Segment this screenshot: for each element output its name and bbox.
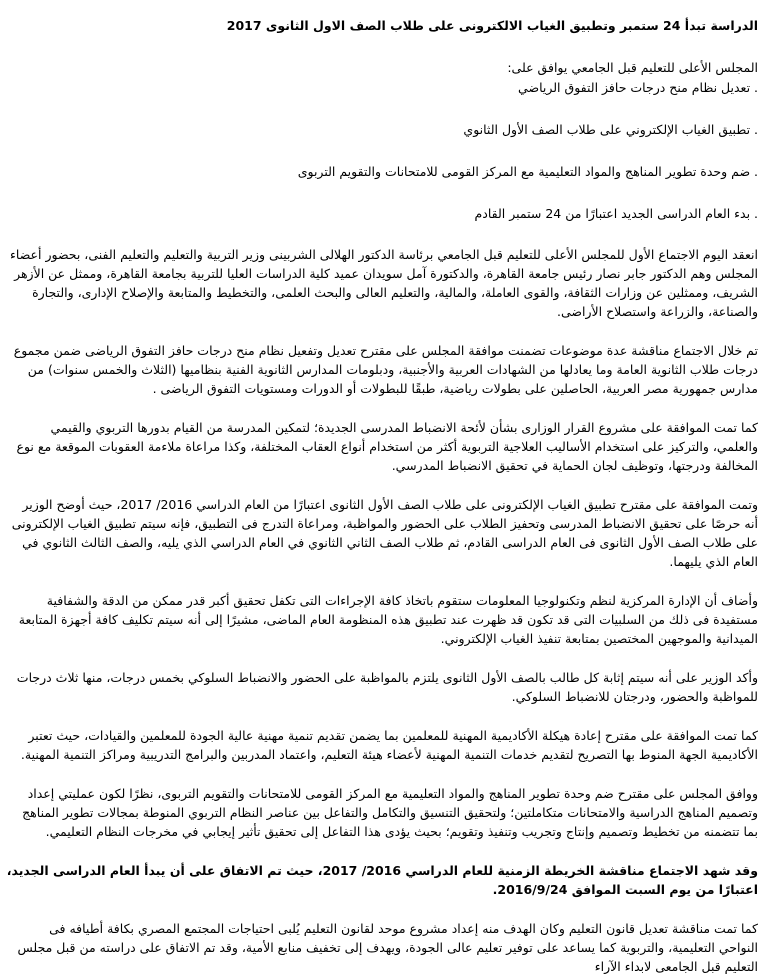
- council-intro: المجلس الأعلى للتعليم قبل الجامعي يوافق على:: [507, 60, 758, 75]
- decision-item-attendance: . تطبيق الغياب الإلكتروني على طلاب الصف الأول الثانوي: [463, 122, 758, 137]
- paragraph-curriculum-merge: ووافق المجلس على مقترح ضم وحدة تطوير المناهج والمواد التعليمية مع المركز القومى للامتحانات والتقويم التربوى، نظرًا لكون عمليتي إعداد وتصميم المناهج الدراسية والامتحانات متكاملتين؛ ولتحقيق التنسيق والتكامل والتفاعل بين عناصر النظام التربوي المنوطة بمجالات تطوير المناهج بما تتضمنه من تخطيط وتصميم وإنتاج وتجريب وتنفيذ وتقويم؛ بحيث يؤدى هذا التفاعل إلى تحقيق تأثير إيجابي في مخرجات النظام التعليمي.: [22, 786, 758, 839]
- decision-item-rating: . تعديل نظام منح درجات حافز التفوق الرياضي: [518, 80, 758, 95]
- article-title: الدراسة تبدأ 24 ستمبر وتطبيق الغياب الالكترونى على طلاب الصف الاول الثانوى 2017: [226, 18, 758, 33]
- paragraph-electronic-attendance: وتمت الموافقة على مقترح تطبيق الغياب الإلكترونى على طلاب الصف الأول الثانوى اعتبارًا من العام الدراسي 2016/ 2017، حيث أوضح الوزير أنه حرصًا على تحقيق الانضباط المدرسى وتحفيز الطلاب على الحضور والمواظبة، ومراعاة التدرج فى التطبيق، فإنه سيتم تطبيق الغياب الإلكترونى على طلاب الصف الأول الثانوى فى العام الدراسى القادم، ثم طلاب الصف الثاني الثانوي في العام الدراسي الذي يليه، والصف الثالث الثانوي في العام الذي يليهما.: [11, 497, 758, 569]
- paragraph-sports-points: تم خلال الاجتماع مناقشة عدة موضوعات تضمنت موافقة المجلس على مقترح تعديل وتفعيل نظام منح درجات حافز التفوق الرياضى ضمن مجموع درجات طلاب الثانوية العامة وما يعادلها من الشهادات العربية والأجنبية، ودبلومات المدارس الثانوية الفنية بنظاميها (الثلاث والخمس سنوات) من مدارس جمهورية مصر العربية، الحاصلين على بطولات رياضية، طبقًا للبطولات أو الدورات ومستويات التفوق الرياضى .: [13, 343, 758, 396]
- paragraph-education-law: كما تمت مناقشة تعديل قانون التعليم وكان الهدف منه إعداد مشروع موحد لقانون التعليم يُلبى احتياجات المجتمع المصري بكافة أطيافه فى النواحي التعليمية، والتربوية كما يساعد على توفير تعليم عالى الجودة، ويهدف إلى تخفيف منابع الأمية، وقد تم الاتفاق على دراسته من قبل مجلس التعليم قبل الجامعى لابداء الآراء: [17, 921, 758, 974]
- decision-item-curriculum: . ضم وحدة تطوير المناهج والمواد التعليمية مع المركز القومى للامتحانات والتقويم التربوى: [297, 164, 758, 179]
- paragraph-academy: كما تمت الموافقة على مقترح إعادة هيكلة الأكاديمية المهنية للمعلمين بما يضمن تقديم تنمية مهنية عالية الجودة للمعلمين والقيادات، حيث تعتبر الأكاديمية الجهة المنوط بها التصريح لتقديم خدمات التنمية المهنية لأعضاء هيئة التعليم، واعتماد المدربين والبرامج التدريبية ومراكز التنمية المهنية.: [20, 728, 758, 762]
- paragraph-reward: وأكد الوزير على أنه سيتم إثابة كل طالب بالصف الأول الثانوى يلتزم بالمواظبة على الحضور والانضباط السلوكي بخمس درجات، منها ثلاث درجات للمواظبة والحضور، ودرجتان للانضباط السلوكي.: [16, 670, 758, 704]
- article-body: [6, 0, 758, 976]
- paragraph-discipline: كما تمت الموافقة على مشروع القرار الوزارى بشأن لأئحة الانضباط المدرسى الجديدة؛ لتمكين المدرسة من القيام بدورها التربوي والقيمي والعلمي، والتركيز على استخدام الأساليب العلاجية التربوية أكثر من استخدام أنواع العقاب المختلفة، وكذا مراعاة ملاءمة العقوبات الموقعة مع نوع المخالفة ودرجتها، وتوظيف لجان الحماية في تحقيق الانضباط المدرسي.: [16, 420, 758, 473]
- decision-item-start-date: . بدء العام الدراسى الجديد اعتبارًا من 24 ستمبر القادم: [474, 206, 758, 221]
- paragraph-it-administration: وأضاف أن الإدارة المركزية لنظم وتكنولوجيا المعلومات ستقوم باتخاذ كافة الإجراءات التى تكفل تحقيق أكبر قدر ممكن من الدقة والشفافية مستفيدة فى ذلك من السلبيات التى قد تكون قد ظهرت عند تطبيق هذه المنظومة العام الماضى، مشيرًا إلى أنه سيتم تكليف كافة أجهزة المتابعة الميدانية والموجهين المختصين بمتابعة تنفيذ الغياب الإلكتروني.: [18, 593, 758, 646]
- paragraph-timeline: وقد شهد الاجتماع مناقشة الخريطة الزمنية للعام الدراسي 2016/ 2017، حيث تم الاتفاق على أن يبدأ العام الدراسى الجديد، اعتبارًا من يوم السبت الموافق 2016/9/24.: [6, 863, 758, 897]
- paragraph-meeting: انعقد اليوم الاجتماع الأول للمجلس الأعلى للتعليم قبل الجامعي برئاسة الدكتور الهلالى الشربينى وزير التربية والتعليم والتعليم الفنى، بحضور أعضاء المجلس وهم الدكتور جابر نصار رئيس جامعة القاهرة، والدكتورة آمل سويدان عميد كلية الدراسات العليا للتربية بجامعة القاهرة، وممثل عن الأزهر الشريف، وممثلين عن وزارات الثقافة، والقوى العاملة، والمالية، والتعليم العالى والبحث العلمى، والتخطيط والمتابعة والإصلاح الإدارى، والتجارة والصناعة، والزراعة واستصلاح الأراضى.: [10, 247, 758, 319]
